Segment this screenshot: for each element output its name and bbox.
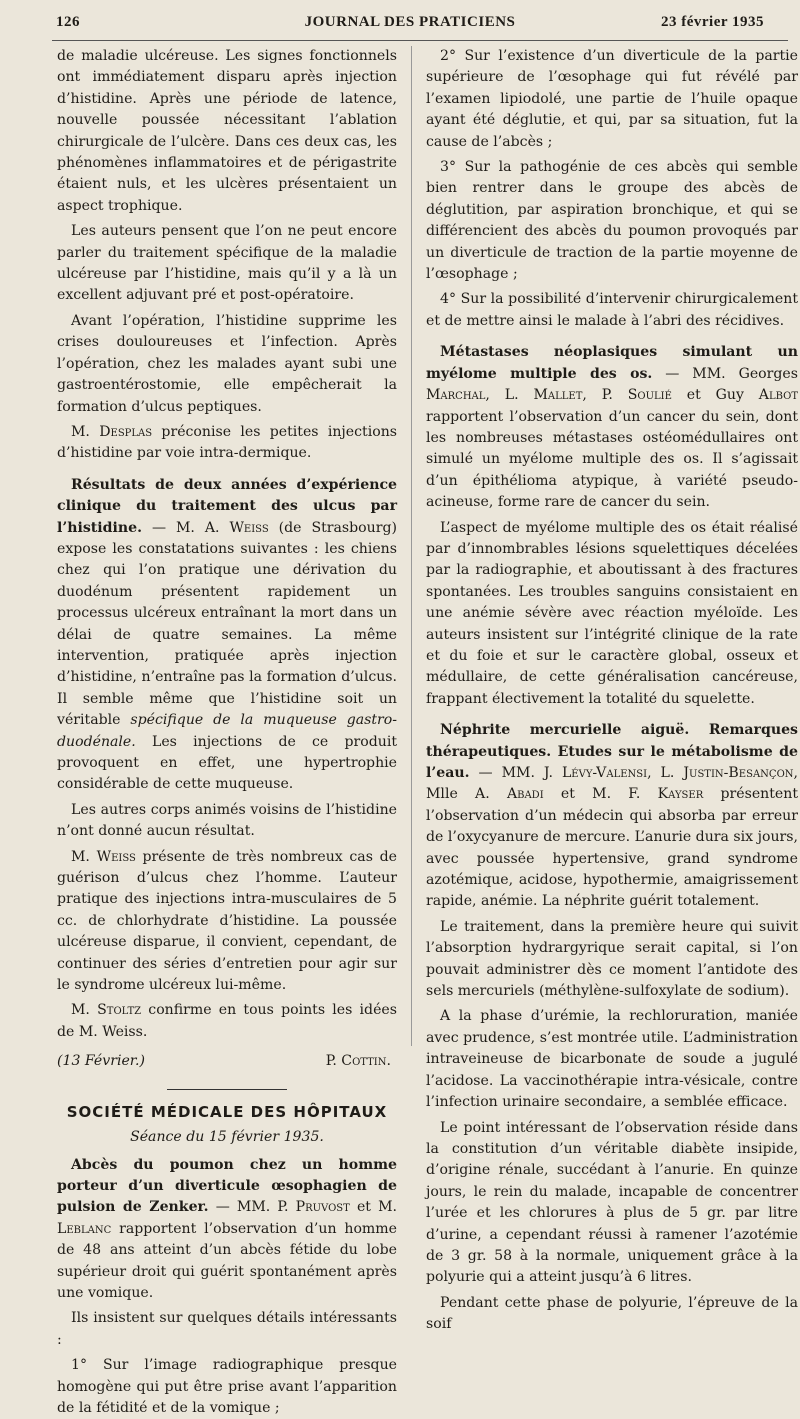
author-name: Weiss xyxy=(229,519,269,536)
signature-line xyxy=(57,1051,397,1072)
paragraph-text: , L. xyxy=(485,387,534,404)
author-name: Marchal xyxy=(426,387,486,404)
paragraph-text: et Guy xyxy=(671,387,759,404)
paragraph-text: rapportent l’observation d’un homme de 48 ans atteint d’un abcès fétide du lobe supérieur droit qui guérit spontanément après une vomique. xyxy=(57,1220,397,1301)
article-heading xyxy=(57,475,397,796)
paragraph: de maladie ulcéreuse. Les signes fonctionnels ont immédiatement disparu après injection d’histidine. Après une période de latence, nouvelle poussée nécessitant l’ablation chirurgicale de l’ulcère. Dans ces deux cas, les phénomènes inflammatoires et de périgastrite étaient nuls, et les ulcères présentaient un aspect trophique. xyxy=(57,48,397,214)
paragraph: Ils insistent sur quelques détails intéressants : xyxy=(57,1310,397,1348)
paragraph-text: rapportent l’observation d’un cancer du sein, dont les nombreuses métastases ostéomédullaires ont simulé un myélome multiple des os. Il s’agissait d’un épithélioma atypique, à variété pseudo-acineuse, forme rare de cancer du sein. xyxy=(426,408,798,511)
session-date: Séance du 15 février 1935. xyxy=(130,1129,324,1146)
paragraph-text: préconise les petites injections d’histidine par voie intra-dermique. xyxy=(57,423,397,462)
dash-text: — M. A. xyxy=(142,519,230,536)
paragraph: Avant l’opération, l’histidine supprime les crises douloureuses et l’infection. Après l’opération, chez les malades ayant subi une gastroentérostomie, elle empêcherait la formation d’ulcus peptiques. xyxy=(57,312,397,415)
paragraph-text: et M. F. xyxy=(543,786,658,803)
paragraph: Les auteurs pensent que l’on ne peut encore parler du traitement spécifique de la maladie ulcéreuse par l’histidine, mais qu’il y a là un excellent adjuvant pré et post-opératoire. xyxy=(57,223,397,304)
author-name: Pruvost xyxy=(295,1199,350,1216)
author-name: Kayser xyxy=(657,786,704,803)
article-title: Résultats de deux années d’expérience clinique du traitement des ulcus par l’histidine. xyxy=(57,476,397,536)
paragraph-text: confirme en tous points les idées de M. Weiss. xyxy=(57,1002,397,1040)
paragraph-text: M. xyxy=(71,1002,98,1019)
author-name: Justin-Besançon xyxy=(683,765,794,781)
page-number: 126 xyxy=(56,14,80,30)
author-name: Mallet xyxy=(533,387,583,404)
paragraph: L’aspect de myélome multiple des os était réalisé par d’innombrables lésions squelettiques décelées par la radiographie, et aboutissant à des fractures spontanées. Les troubles sanguins consistaient en une anémie sévère avec réaction myéloïde. Les auteurs insistent sur l’intégrité clinique de la rate et du foie et sur le caractère global, osseux et médullaire, de cette généralisation cancéreuse, frappant électivement la totalité du squelette. xyxy=(426,519,798,707)
paragraph: 3° Sur la pathogénie de ces abcès qui semble bien rentrer dans le groupe des abcès de déglutition, par aspiration bronchique, et qui se différencient des abcès du poumon provoqués par un diverticule de traction de la partie moyenne de l’œsophage ; xyxy=(426,159,798,283)
author-name: Lévy-Valensi xyxy=(561,765,648,781)
journal-title: JOURNAL DES PRATICIENS xyxy=(304,14,516,30)
author-name: Leblanc xyxy=(57,1220,112,1237)
paragraph-text: , L. xyxy=(647,765,684,781)
italic-phrase: spécifique de la muqueuse gastro-duodénale. xyxy=(57,712,397,750)
paragraph-text: présente de très nombreux cas de guérison d’ulcus chez l’homme. L’auteur pratique des injections intra-musculaires de 5 cc. de chlorhydrate d’histidine. La poussée ulcéreuse disparue, il convient, cependant, de continuer des séries d’entretien pour agir sur le syndrome ulcéreux lui-même. xyxy=(57,848,397,994)
paragraph-text: et M. xyxy=(349,1199,397,1216)
paragraph-text: M. xyxy=(71,848,97,865)
paragraph-text: (de Strasbourg) expose les constatations suivantes : les chiens chez qui l’on pratique une dérivation du duodénum présentent rapidement un processus ulcéreux entraînant la mort dans un délai de quatre semaines. La même intervention, pratiquée après injection d’histidine, n’entraîne pas la formation d’ulcus. Il semble même que l’histidine soit un véritable xyxy=(57,519,397,729)
running-header xyxy=(56,10,764,34)
paragraph: A la phase d’urémie, la rechloruration, maniée avec prudence, s’est montrée utile. L’administration intraveineuse de bicarbonate de soude a jugulé l’acidose. La vaccinothérapie intra-vésicale, contre l’infection urinaire secondaire, a semblée efficace. xyxy=(426,1008,798,1111)
paragraph-text: Les injections de ce produit provoquent en effet, une hypertrophie considérable de cette muqueuse. xyxy=(57,733,397,793)
author-name: Albot xyxy=(758,387,799,404)
report-date: (13 Février.) xyxy=(57,1053,145,1070)
article-heading xyxy=(426,720,798,913)
article-title: Néphrite mercurielle aiguë. Remarques thérapeutiques. Etudes sur le métabolisme de l’eau. xyxy=(426,722,798,781)
article-title: Abcès du poumon chez un homme porteur d’un diverticule œsophagien de pulsion de Zenker. xyxy=(57,1156,397,1216)
section-separator xyxy=(167,1089,287,1090)
dash-text: — MM. Georges xyxy=(652,365,798,382)
author-name: Stoltz xyxy=(97,1002,142,1019)
issue-date: 23 février 1935 xyxy=(660,14,764,30)
paragraph-text: , Mlle A. xyxy=(426,765,798,803)
paragraph-text: , P. xyxy=(582,387,628,404)
report-author: P. Cottin. xyxy=(325,1053,391,1070)
paragraph xyxy=(57,422,397,465)
header-rule xyxy=(52,40,788,41)
author-name: Soulié xyxy=(627,387,672,404)
column-divider xyxy=(411,46,412,1046)
dash-text: — MM. J. xyxy=(469,765,562,781)
paragraph xyxy=(57,1000,397,1043)
paragraph: 2° Sur l’existence d’un diverticule de la partie supérieure de l’œsophage qui fut révélé par l’examen lipiodolé, une partie de l’huile opaque ayant été déglutie, et qui, par sa situation, fut la cause de l’abcès ; xyxy=(426,48,798,150)
article-heading xyxy=(426,342,798,513)
author-name: Abadi xyxy=(506,786,544,803)
article-title: Métastases néoplasiques simulant un myélome multiple des os. xyxy=(426,344,798,382)
left-column xyxy=(57,46,397,1416)
article-heading xyxy=(57,1155,397,1305)
paragraph xyxy=(57,847,397,997)
author-name: Weiss xyxy=(96,848,136,865)
author-name: M. Desplas xyxy=(71,423,153,440)
paragraph: 1° Sur l’image radiographique presque homogène qui put être prise avant l’apparition de la fétidité et de la vomique ; xyxy=(57,1357,397,1416)
right-column xyxy=(426,46,799,1333)
paragraph: Le point intéressant de l’observation réside dans la constitution d’un véritable diabète insipide, d’origine rénale, succédant à l’anurie. En quinze jours, le rein du malade, incapable de concentrer l’urée et les chlorures à plus de 5 gr. par litre d’urine, a cependant réussi à ramener l’azotémie de 3 gr. 58 à la normale, uniquement grâce à la polyurie qui a atteint jusqu’à 6 litres. xyxy=(426,1119,798,1286)
society-title: SOCIÉTÉ MÉDICALE DES HÔPITAUX xyxy=(66,1102,388,1121)
paragraph: Le traitement, dans la première heure qui suivit l’absorption hydrargyrique serait capital, si l’on pouvait administrer dès ce moment l’antidote des sels mercuriels (méthylène-sulfoxylate de sodium). xyxy=(426,918,798,1000)
paragraph: 4° Sur la possibilité d’intervenir chirurgicalement et de mettre ainsi le malade à l’abri des récidives. xyxy=(426,291,798,329)
paragraph-text: présentent l’observation d’un médecin qui absorba par erreur de l’oxycyanure de mercure. L’anurie dura six jours, avec poussée hypertensive, grand syndrome azotémique, acidose, hypothermie, amaigrissement rapide, anémie. La néphrite guérit totalement. xyxy=(426,786,798,910)
paragraph: Pendant cette phase de polyurie, l’épreuve de la soif xyxy=(426,1294,798,1333)
dash-text: — MM. P. xyxy=(208,1199,296,1216)
paragraph: Les autres corps animés voisins de l’histidine n’ont donné aucun résultat. xyxy=(57,801,397,840)
